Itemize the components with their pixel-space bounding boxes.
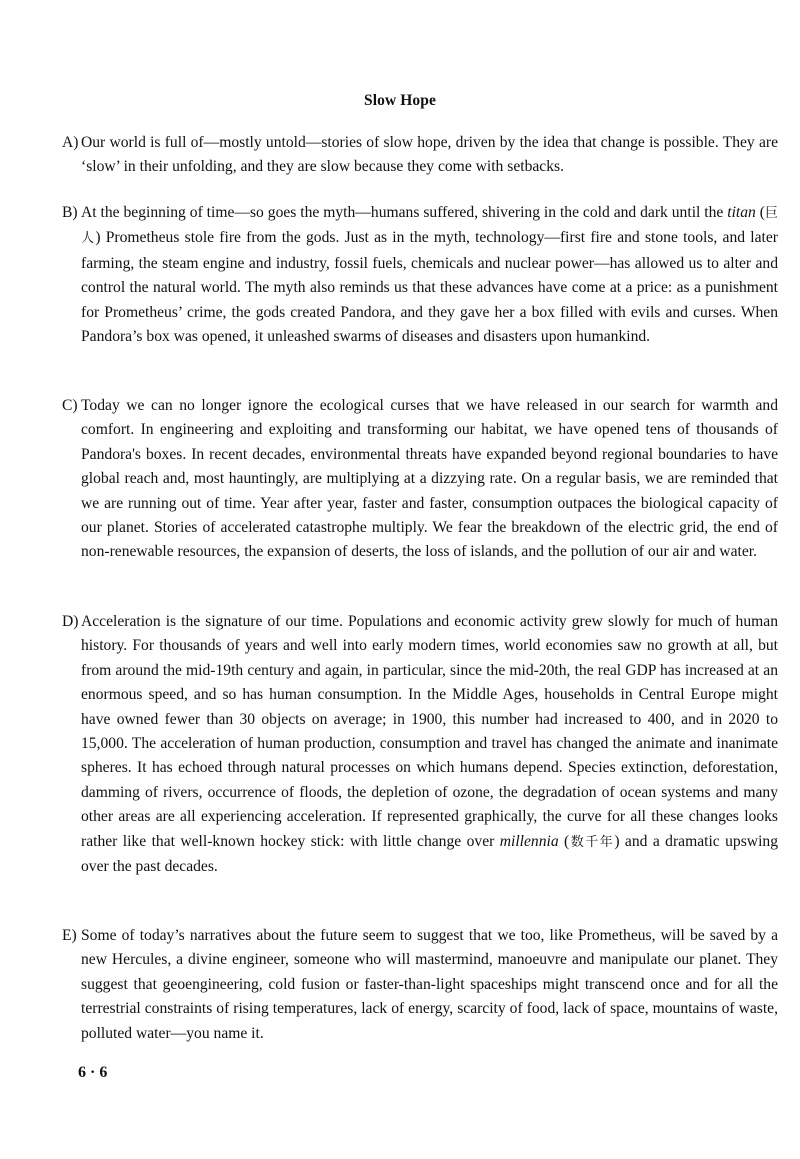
paragraph-b xyxy=(62,201,778,349)
paragraph-text: Acceleration is the signature of our time. Populations and economic activity grew slowly for much of human history. For thousands of years and well into early modern times, world economies saw no growth at all, but from around the mid-19th century and again, in particular, since the mid-20th, the real GDP has increased at an enormous speed, and so has human consumption. In the Middle Ages, households in Central Europe might have owned fewer than 30 objects on average; in 1900, this number had increased to 400, and in 2020 to 15,000. The acceleration of human production, consumption and travel has changed the animate and inanimate spheres. It has echoed through natural processes on which humans depend. Species extinction, deforestation, damming of rivers, occurrence of floods, the depletion of ozone, the degradation of ocean systems and many other areas are all experiencing acceleration. If represented graphically, the curve for all these changes looks rather like that well-known hockey stick: with little change over xyxy=(81,613,778,850)
paragraph-text: ( xyxy=(755,204,765,221)
paragraph-label: E) xyxy=(62,927,77,944)
paragraph-label: C) xyxy=(62,397,78,414)
paragraph-text: At the beginning of time—so goes the myth—humans suffered, shivering in the cold and dark until the xyxy=(81,204,728,221)
paragraph-text: Today we can no longer ignore the ecological curses that we have released in our search for warmth and comfort. In engineering and exploiting and transforming our habitat, we have opened tens of thousands of Pandora's boxes. In recent decades, environmental threats have expanded beyond regional boundaries to have global reach and, most hauntingly, are multiplying at a dizzying rate. On a regular basis, we are reminded that we are running out of time. Year after year, faster and faster, consumption outpaces the biological capacity of our planet. Stories of accelerated catastrophe multiply. We fear the breakdown of the electric grid, the end of non-renewable resources, the expansion of deserts, the loss of islands, and the pollution of our air and water. xyxy=(81,397,778,561)
chinese-gloss: 数千年 xyxy=(569,834,615,850)
paragraph-body xyxy=(81,201,778,349)
page-number: 6 · 6 xyxy=(78,1064,108,1081)
paragraph-text: ) and a dramatic upswing over the past decades. xyxy=(81,832,778,876)
paragraph-text: Our world is full of—mostly untold—stories of slow hope, driven by the idea that change is possible. They are ‘slow’ in their unfolding, and they are slow because they come with setbacks. xyxy=(81,134,778,176)
paragraph-body xyxy=(81,131,778,180)
paragraph-d xyxy=(62,610,778,879)
paragraph-e xyxy=(62,924,778,1046)
paragraph-body xyxy=(81,394,778,565)
paragraph-text: ) Prometheus stole fire from the gods. Just as in the myth, technology—first fire and stone tools, and later farming, the steam engine and industry, fossil fuels, chemicals and nuclear power—has allowed us to alter and control the natural world. The myth also reminds us that these advances have come at a price: as a punishment for Prometheus’ crime, the gods created Pandora, and they gave her a box filled with evils and curses. When Pandora’s box was opened, it unleashed swarms of diseases and disasters upon humankind. xyxy=(81,229,778,346)
italic-term-titan: titan xyxy=(727,204,756,221)
paragraph-text: ( xyxy=(558,832,570,850)
document-title: Slow Hope xyxy=(364,92,436,109)
chinese-gloss: 巨人 xyxy=(81,206,778,247)
paragraph-label: D) xyxy=(62,613,79,630)
paragraph-label: A) xyxy=(62,134,79,151)
paragraph-c xyxy=(62,394,778,565)
paragraph-text: Some of today’s narratives about the future seem to suggest that we too, like Prometheus, will be saved by a new Hercules, a divine engineer, someone who will mastermind, manoeuvre and manipulate our planet. They suggest that geoengineering, cold fusion or faster-than-light spaceships might transcend once and for all the terrestrial constraints of rising temperatures, lack of energy, scarcity of food, lack of space, mountains of waste, polluted water—you name it. xyxy=(81,927,778,1042)
paragraph-label: B) xyxy=(62,204,78,221)
paragraph-body xyxy=(81,610,778,879)
paragraph-a xyxy=(62,131,778,180)
paragraph-body xyxy=(81,924,778,1046)
italic-term-millennia: millennia xyxy=(499,832,559,850)
